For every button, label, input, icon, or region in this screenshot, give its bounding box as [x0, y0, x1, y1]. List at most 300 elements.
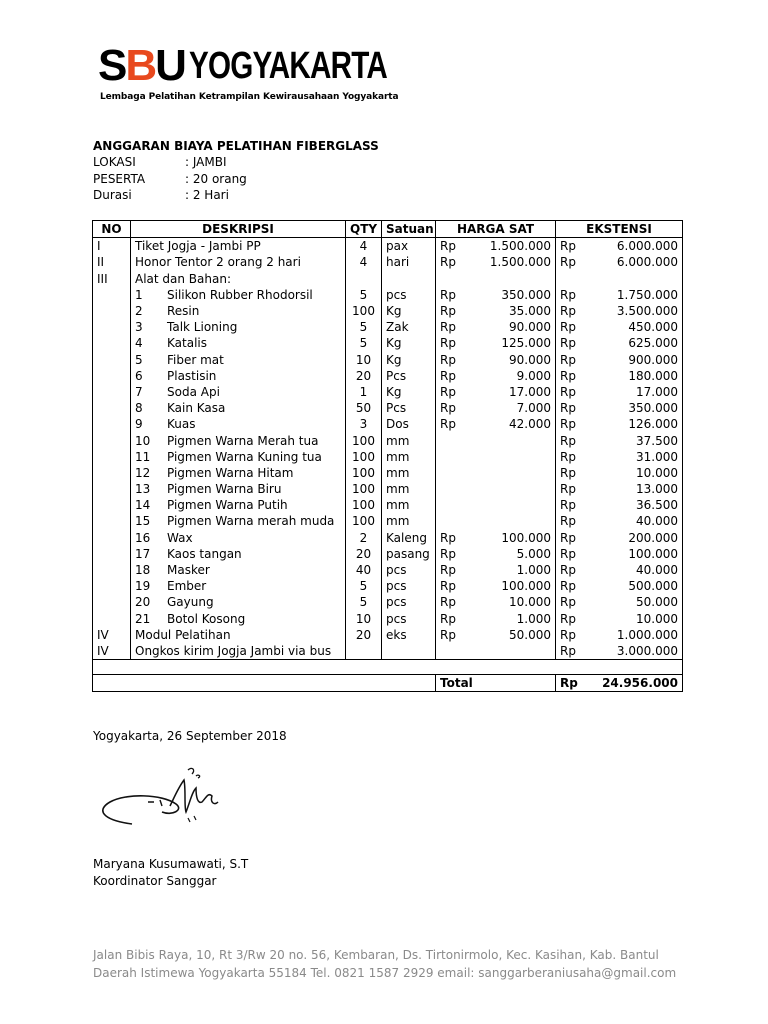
- item-description: Wax: [167, 530, 193, 545]
- cell-ekstensi: [556, 287, 683, 303]
- currency-symbol: Rp: [440, 384, 456, 399]
- cell-ekstensi: [556, 271, 683, 287]
- table-row: [93, 611, 683, 627]
- cell-satuan: mm: [382, 449, 436, 465]
- cell-harga-sat: [436, 303, 556, 319]
- item-index: 12: [135, 465, 151, 480]
- cell-harga-sat: [436, 400, 556, 416]
- cell-deskripsi: [131, 254, 346, 270]
- currency-amount: [440, 319, 551, 335]
- cell-harga-sat: [436, 530, 556, 546]
- cell-deskripsi: [131, 384, 346, 400]
- cell-ekstensi: [556, 352, 683, 368]
- cell-harga-sat: [436, 432, 556, 448]
- cell-satuan: pcs: [382, 562, 436, 578]
- header-field-durasi: [93, 187, 379, 203]
- cell-no: [93, 384, 131, 400]
- cell-satuan: pcs: [382, 611, 436, 627]
- cell-harga-sat: [436, 643, 556, 660]
- signer-block: [93, 856, 248, 890]
- signer-role: Koordinator Sanggar: [93, 874, 217, 888]
- cell-satuan: Pcs: [382, 368, 436, 384]
- currency-symbol: Rp: [560, 643, 576, 658]
- currency-amount: [560, 352, 678, 368]
- table-row: [93, 449, 683, 465]
- item-description: Pigmen Warna Merah tua: [167, 433, 319, 448]
- currency-symbol: Rp: [560, 546, 576, 561]
- currency-symbol: Rp: [560, 255, 576, 270]
- cell-no: [93, 449, 131, 465]
- cell-harga-sat: [436, 449, 556, 465]
- amount-value: 125.000: [501, 336, 551, 351]
- cell-satuan: mm: [382, 432, 436, 448]
- item-index: 4: [135, 336, 143, 351]
- cell-deskripsi: [131, 287, 346, 303]
- cell-ekstensi: [556, 594, 683, 610]
- table-row: [93, 562, 683, 578]
- logo-letter-s: S: [98, 41, 126, 90]
- table-row: [93, 481, 683, 497]
- item-index: 18: [135, 563, 151, 578]
- column-header-no: NO: [93, 221, 131, 238]
- cell-satuan: Kaleng: [382, 530, 436, 546]
- cell-harga-sat: [436, 238, 556, 255]
- cell-satuan: pax: [382, 238, 436, 255]
- amount-value: 3.500.000: [616, 304, 678, 319]
- currency-amount: [560, 449, 678, 465]
- cell-ekstensi: [556, 303, 683, 319]
- amount-value: 50.000: [636, 595, 678, 610]
- item-description: Fiber mat: [167, 352, 224, 367]
- table-row: [93, 465, 683, 481]
- cell-harga-sat: [436, 352, 556, 368]
- logo-letter-b: B: [125, 41, 156, 90]
- currency-amount: [560, 513, 678, 529]
- cell-no: [93, 416, 131, 432]
- cell-no: [93, 530, 131, 546]
- currency-amount: [560, 400, 678, 416]
- cell-qty: 5: [346, 594, 382, 610]
- currency-amount: [440, 254, 551, 270]
- cell-ekstensi: [556, 643, 683, 660]
- currency-symbol: Rp: [560, 336, 576, 351]
- cell-satuan: pcs: [382, 594, 436, 610]
- cell-qty: 100: [346, 481, 382, 497]
- item-description: Masker: [167, 563, 210, 578]
- cell-harga-sat: [436, 513, 556, 529]
- cell-harga-sat: [436, 287, 556, 303]
- cell-qty: 5: [346, 578, 382, 594]
- cell-deskripsi: [131, 594, 346, 610]
- cell-ekstensi: [556, 449, 683, 465]
- currency-amount: [440, 594, 551, 610]
- currency-symbol: Rp: [440, 287, 456, 302]
- cell-qty: 100: [346, 465, 382, 481]
- currency-amount: [440, 530, 551, 546]
- amount-value: 13.000: [636, 482, 678, 497]
- item-description: Honor Tentor 2 orang 2 hari: [135, 255, 301, 270]
- item-index: 1: [135, 287, 143, 302]
- currency-symbol: Rp: [440, 304, 456, 319]
- cell-qty: 3: [346, 416, 382, 432]
- amount-value: 36.500: [636, 498, 678, 513]
- cell-satuan: Dos: [382, 416, 436, 432]
- item-index: 20: [135, 595, 151, 610]
- amount-value: 1.500.000: [489, 239, 551, 254]
- currency-symbol: Rp: [440, 239, 456, 254]
- cell-no: [93, 287, 131, 303]
- cell-ekstensi: [556, 238, 683, 255]
- cell-satuan: eks: [382, 627, 436, 643]
- item-index: 19: [135, 579, 151, 594]
- amount-value: 1.000.000: [616, 627, 678, 642]
- cell-deskripsi: [131, 643, 346, 660]
- amount-value: 90.000: [509, 320, 551, 335]
- cell-harga-sat: [436, 465, 556, 481]
- cell-harga-sat: [436, 254, 556, 270]
- currency-symbol: Rp: [440, 530, 456, 545]
- currency-amount: [440, 238, 551, 254]
- item-description: Plastisin: [167, 368, 217, 383]
- amount-value: 7.000: [516, 401, 551, 416]
- currency-amount: [560, 465, 678, 481]
- cell-no: [93, 578, 131, 594]
- currency-amount: [440, 303, 551, 319]
- cell-deskripsi: [131, 400, 346, 416]
- currency-amount: [440, 562, 551, 578]
- cell-harga-sat: [436, 562, 556, 578]
- table-row: [93, 335, 683, 351]
- item-index: 15: [135, 514, 151, 529]
- column-header-satuan: Satuan: [382, 221, 436, 238]
- currency-symbol: Rp: [440, 255, 456, 270]
- item-description: Gayung: [167, 595, 214, 610]
- item-description: Tiket Jogja - Jambi PP: [135, 239, 261, 254]
- field-value: : 2 Hari: [185, 187, 229, 202]
- cell-no: IV: [93, 627, 131, 643]
- cell-ekstensi: [556, 400, 683, 416]
- amount-value: 37.500: [636, 433, 678, 448]
- cell-deskripsi: [131, 319, 346, 335]
- item-description: Pigmen Warna Putih: [167, 498, 288, 513]
- document-title: ANGGARAN BIAYA PELATIHAN FIBERGLASS: [93, 139, 379, 153]
- cell-harga-sat: [436, 416, 556, 432]
- cell-ekstensi: [556, 627, 683, 643]
- cell-ekstensi: [556, 368, 683, 384]
- cell-ekstensi: [556, 578, 683, 594]
- item-description: Resin: [167, 304, 200, 319]
- cell-qty: 1: [346, 384, 382, 400]
- cell-deskripsi: [131, 352, 346, 368]
- currency-symbol: Rp: [440, 563, 456, 578]
- item-description: Ongkos kirim Jogja Jambi via bus: [135, 643, 332, 658]
- currency-symbol: Rp: [440, 336, 456, 351]
- currency-symbol: Rp: [440, 352, 456, 367]
- currency-amount: [440, 368, 551, 384]
- cell-deskripsi: [131, 578, 346, 594]
- amount-value: 31.000: [636, 449, 678, 464]
- table-row: [93, 368, 683, 384]
- currency-symbol: Rp: [560, 611, 576, 626]
- amount-value: 100.000: [501, 530, 551, 545]
- amount-value: 126.000: [628, 417, 678, 432]
- amount-value: 40.000: [636, 563, 678, 578]
- spacer-cell: [346, 660, 382, 675]
- cell-ekstensi: [556, 465, 683, 481]
- table-row: [93, 432, 683, 448]
- cell-ekstensi: [556, 481, 683, 497]
- item-index: 13: [135, 482, 151, 497]
- currency-amount: [560, 238, 678, 254]
- column-header-harga-sat: HARGA SAT: [436, 221, 556, 238]
- amount-value: 10.000: [636, 465, 678, 480]
- cell-no: [93, 368, 131, 384]
- amount-value: 6.000.000: [616, 239, 678, 254]
- cell-no: [93, 562, 131, 578]
- cell-satuan: Kg: [382, 335, 436, 351]
- spacer-cell: [131, 660, 346, 675]
- table-row: [93, 254, 683, 270]
- cell-harga-sat: [436, 368, 556, 384]
- currency-amount: [560, 368, 678, 384]
- item-description: Talk Lioning: [167, 320, 238, 335]
- cell-no: [93, 432, 131, 448]
- currency-symbol: Rp: [560, 482, 576, 497]
- amount-value: 350.000: [628, 401, 678, 416]
- currency-amount: [440, 627, 551, 643]
- field-value: : JAMBI: [185, 155, 227, 170]
- currency-symbol: Rp: [440, 417, 456, 432]
- currency-amount: [560, 433, 678, 449]
- currency-amount: [560, 303, 678, 319]
- currency-amount: [560, 594, 678, 610]
- cell-qty: [346, 271, 382, 287]
- item-description: Pigmen Warna Hitam: [167, 465, 294, 480]
- currency-symbol: Rp: [560, 514, 576, 529]
- cell-ekstensi: [556, 513, 683, 529]
- cell-no: [93, 481, 131, 497]
- item-description: Kaos tangan: [167, 546, 242, 561]
- field-value: : 20 orang: [185, 171, 247, 186]
- cell-qty: 20: [346, 627, 382, 643]
- currency-amount: [560, 335, 678, 351]
- currency-amount: [560, 627, 678, 643]
- cell-ekstensi: [556, 416, 683, 432]
- item-description: Pigmen Warna Kuning tua: [167, 449, 322, 464]
- currency-amount: [560, 611, 678, 627]
- currency-amount: [440, 611, 551, 627]
- spacer-cell: [556, 660, 683, 675]
- amount-value: 17.000: [636, 384, 678, 399]
- total-blank-cell: [93, 675, 436, 692]
- currency-symbol: Rp: [440, 611, 456, 626]
- currency-amount: [560, 530, 678, 546]
- amount-value: 10.000: [509, 595, 551, 610]
- cell-satuan: Kg: [382, 352, 436, 368]
- cell-no: [93, 611, 131, 627]
- amount-value: 6.000.000: [616, 255, 678, 270]
- table-row: [93, 627, 683, 643]
- table-row: [93, 271, 683, 287]
- item-description: Pigmen Warna Biru: [167, 482, 282, 497]
- item-index: 17: [135, 546, 151, 561]
- cell-qty: 4: [346, 238, 382, 255]
- amount-value: 40.000: [636, 514, 678, 529]
- currency-symbol: Rp: [560, 352, 576, 367]
- amount-value: 450.000: [628, 320, 678, 335]
- table-row: [93, 497, 683, 513]
- table-row: [93, 643, 683, 660]
- item-index: 8: [135, 401, 143, 416]
- field-label: Durasi: [93, 187, 132, 202]
- header-field-peserta: [93, 171, 379, 187]
- table-row: [93, 594, 683, 610]
- item-description: Ember: [167, 579, 207, 594]
- currency-symbol: Rp: [560, 465, 576, 480]
- cell-no: II: [93, 254, 131, 270]
- footer-address: [93, 946, 676, 982]
- total-label: Total: [436, 675, 556, 692]
- cell-harga-sat: [436, 271, 556, 287]
- cell-no: I: [93, 238, 131, 255]
- cell-qty: 10: [346, 611, 382, 627]
- cell-satuan: Pcs: [382, 400, 436, 416]
- item-description: Modul Pelatihan: [135, 627, 231, 642]
- cell-deskripsi: [131, 335, 346, 351]
- currency-symbol: Rp: [440, 320, 456, 335]
- table-row: [93, 238, 683, 255]
- item-index: 5: [135, 352, 143, 367]
- cell-deskripsi: [131, 271, 346, 287]
- cell-deskripsi: [131, 513, 346, 529]
- currency-amount: [560, 416, 678, 432]
- currency-amount: [560, 497, 678, 513]
- item-index: 3: [135, 320, 143, 335]
- spacer-cell: [93, 660, 131, 675]
- cell-qty: 5: [346, 335, 382, 351]
- amount-value: 1.750.000: [616, 287, 678, 302]
- amount-value: 3.000.000: [616, 643, 678, 658]
- cell-ekstensi: [556, 384, 683, 400]
- cell-deskripsi: [131, 416, 346, 432]
- cell-ekstensi: [556, 497, 683, 513]
- currency-symbol: Rp: [440, 368, 456, 383]
- item-description: Soda Api: [167, 384, 220, 399]
- cell-harga-sat: [436, 578, 556, 594]
- currency-amount: [560, 287, 678, 303]
- item-index: 14: [135, 498, 151, 513]
- currency-symbol: Rp: [560, 368, 576, 383]
- cell-qty: 10: [346, 352, 382, 368]
- table-row: [93, 530, 683, 546]
- currency-amount: [560, 384, 678, 400]
- field-label: LOKASI: [93, 155, 136, 170]
- table-row: [93, 287, 683, 303]
- cell-no: III: [93, 271, 131, 287]
- total-amount-cell: [556, 675, 683, 692]
- cell-deskripsi: [131, 449, 346, 465]
- footer-line-1: Jalan Bibis Raya, 10, Rt 3/Rw 20 no. 56, Kembaran, Ds. Tirtonirmolo, Kec. Kasihan, Kab. Bantul: [93, 948, 659, 962]
- spacer-cell: [436, 660, 556, 675]
- column-header-qty: QTY: [346, 221, 382, 238]
- cell-deskripsi: [131, 627, 346, 643]
- currency-symbol: Rp: [560, 384, 576, 399]
- amount-value: 1.500.000: [489, 255, 551, 270]
- cell-ekstensi: [556, 432, 683, 448]
- cell-deskripsi: [131, 303, 346, 319]
- amount-value: 1.000: [516, 563, 551, 578]
- cell-ekstensi: [556, 611, 683, 627]
- cell-qty: 100: [346, 449, 382, 465]
- cell-satuan: mm: [382, 481, 436, 497]
- cell-no: [93, 497, 131, 513]
- cell-qty: 100: [346, 432, 382, 448]
- total-amount: [560, 675, 678, 691]
- cell-harga-sat: [436, 594, 556, 610]
- cell-satuan: Kg: [382, 384, 436, 400]
- currency-amount: [560, 546, 678, 562]
- cell-ekstensi: [556, 530, 683, 546]
- cell-satuan: [382, 271, 436, 287]
- currency-symbol: Rp: [560, 530, 576, 545]
- table-row: [93, 303, 683, 319]
- cell-no: [93, 400, 131, 416]
- currency-symbol: Rp: [560, 449, 576, 464]
- column-header-deskripsi: DESKRIPSI: [131, 221, 346, 238]
- currency-amount: [560, 481, 678, 497]
- cell-deskripsi: [131, 611, 346, 627]
- amount-value: 200.000: [628, 530, 678, 545]
- budget-table: [92, 220, 683, 692]
- currency-symbol: Rp: [560, 563, 576, 578]
- cell-no: [93, 546, 131, 562]
- currency-amount: [440, 384, 551, 400]
- cell-satuan: Zak: [382, 319, 436, 335]
- cell-deskripsi: [131, 546, 346, 562]
- amount-value: 900.000: [628, 352, 678, 367]
- footer-line-2: Daerah Istimewa Yogyakarta 55184 Tel. 0821 1587 2929 email: sanggarberaniusaha@gmail.com: [93, 966, 677, 980]
- cell-no: [93, 335, 131, 351]
- cell-deskripsi: [131, 481, 346, 497]
- cell-qty: 5: [346, 287, 382, 303]
- cell-qty: 100: [346, 513, 382, 529]
- cell-qty: 5: [346, 319, 382, 335]
- logo-subtitle: Lembaga Pelatihan Ketrampilan Kewirausahaan Yogyakarta: [100, 92, 399, 102]
- total-value: 24.956.000: [602, 676, 678, 691]
- table-row: [93, 384, 683, 400]
- cell-satuan: Kg: [382, 303, 436, 319]
- cell-satuan: mm: [382, 497, 436, 513]
- table-header-row: [93, 221, 683, 238]
- cell-harga-sat: [436, 319, 556, 335]
- amount-value: 35.000: [509, 304, 551, 319]
- amount-value: 500.000: [628, 579, 678, 594]
- cell-no: [93, 352, 131, 368]
- cell-no: [93, 594, 131, 610]
- currency-amount: [440, 416, 551, 432]
- item-description: Silikon Rubber Rhodorsil: [167, 287, 313, 302]
- currency-symbol: Rp: [440, 627, 456, 642]
- currency-amount: [440, 546, 551, 562]
- item-index: 2: [135, 304, 143, 319]
- item-description: Botol Kosong: [167, 611, 246, 626]
- cell-qty: [346, 643, 382, 660]
- cell-no: [93, 319, 131, 335]
- cell-satuan: mm: [382, 513, 436, 529]
- currency-symbol: Rp: [560, 498, 576, 513]
- cell-harga-sat: [436, 611, 556, 627]
- cell-qty: 100: [346, 497, 382, 513]
